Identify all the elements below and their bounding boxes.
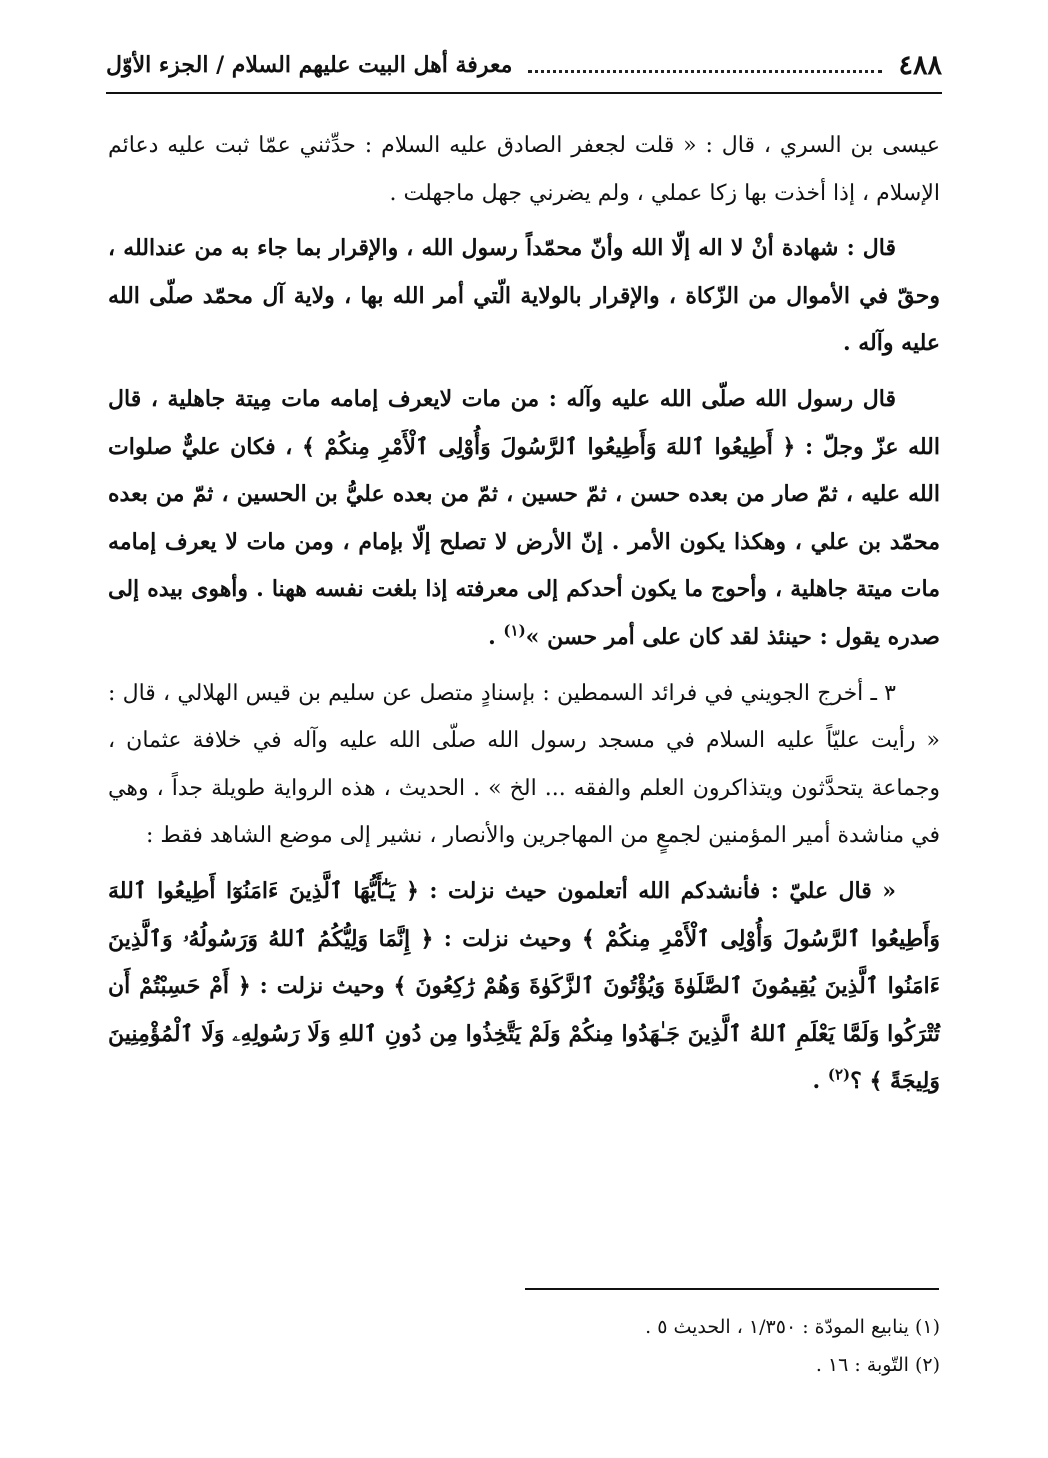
footnote-2: (٢) التّوبة : ١٦ . [815,1354,940,1376]
paragraph-2 [108,225,940,368]
paragraph-text: عيسى بن السري ، قال : « قلت لجعفر الصادق عليه السلام : حدِّثني عمّا ثبت عليه دعائم الإسلام ، إذا أخذت بها زكا عملي ، ولم يضرني جهل ماجهلت . [108,133,940,206]
page-number: ٤٨٨ [898,49,942,81]
paragraph-text: « قال عليّ : فأنشدكم الله أتعلمون حيث نزلت : ﴿ يَـٰٓأَيُّهَا ٱلَّذِينَ ءَامَنُوٓا أَطِيعُوا ٱللهَ وَأَطِيعُوا ٱلرَّسُولَ وَأُوْلِى ٱلْأَمْرِ مِنكُمْ ﴾ وحيث نزلت : ﴿ إِنَّمَا وَلِيُّكُمُ ٱللهُ وَرَسُولُهُۥ وَٱلَّذِينَ ءَامَنُوا ٱلَّذِينَ يُقِيمُونَ ٱلصَّلَوٰةَ وَيُؤْتُونَ ٱلزَّكَوٰةَ وَهُمْ رَٰكِعُونَ ﴾ وحيث نزلت : ﴿ أَمْ حَسِبْتُمْ أَن تُتْرَكُوا وَلَمَّا يَعْلَمِ ٱللهُ ٱلَّذِينَ جَـٰهَدُوا مِنكُمْ وَلَمْ يَتَّخِذُوا مِن دُونِ ٱللهِ وَلَا رَسُولِهِۦ وَلَا ٱلْمُؤْمِنِينَ وَلِيجَةً ﴾ ؟ [108,877,940,1095]
header-rule [106,92,942,94]
running-title: معرفة أهل البيت عليهم السلام / الجزء الأوّل [106,52,513,78]
paragraph-3: قال رسول الله صلّى الله عليه وآله : من مات لايعرف إمامه مات مِيتة جاهلية ، قال الله عزّ وجلّ : ﴿ أَطِيعُوا ٱللهَ وَأَطِيعُوا ٱلرَّسُولَ وَأُوْلِى ٱلْأَمْرِ مِنكُمْ ﴾ ، فكان عليٌّ صلوات الله عليه ، ثمّ صار من بعده حسن ، ثمّ حسين ، ثمّ من بعده عليُّ بن الحسين ، ثمّ من بعده محمّد بن علي ، وهكذا يكون الأمر . إنّ الأرض لا تصلح إلّا بإمام ، ومن مات لا يعرف إمامه مات ميتة جاهلية ، وأحوج ما يكون أحدكم إلى معرفته إذا بلغت نفسه ههنا . وأهوى بيده إلى صدره يقول : حينئذ لقد كان على أمر حسن »$^{(١)}$ . [108,385,940,650]
paragraph-text: قال رسول الله صلّى الله عليه وآله : من مات لايعرف إمامه مات مِيتة جاهلية ، قال الله عزّ وجلّ : ﴿ أَطِيعُوا ٱللهَ وَأَطِيعُوا ٱلرَّسُولَ وَأُوْلِى ٱلْأَمْرِ مِنكُمْ ﴾ ، فكان عليٌّ صلوات الله عليه ، ثمّ صار من بعده حسن ، ثمّ حسين ، ثمّ من بعده عليُّ بن الحسين ، ثمّ من بعده محمّد بن علي ، وهكذا يكون الأمر . إنّ الأرض لا تصلح إلّا بإمام ، ومن مات لا يعرف إمامه مات ميتة جاهلية ، وأحوج ما يكون أحدكم إلى معرفته إذا بلغت نفسه ههنا . وأهوى بيده إلى صدره يقول : حينئذ لقد كان على أمر حسن » [108,385,940,650]
footnotes [300,1308,940,1384]
main-text [108,122,940,1114]
paragraph-text: ٣ ـ أخرج الجويني في فرائد السمطين : بإسنادٍ متصل عن سليم بن قيس الهلالي ، قال : « رأيت عليّاً عليه السلام في مسجد رسول الله صلّى الله عليه وآله في خلافة عثمان ، وجماعة يتحدَّثون ويتذاكرون العلم والفقه ... الخ » . الحديث ، هذه الرواية طويلة جداً ، وهي في مناشدة أمير المؤمنين لجمعٍ من المهاجرين والأنصار ، نشير إلى موضع الشاهد فقط : [108,680,940,849]
footnote-separator [525,1288,939,1290]
footnote-1: (١) ينابيع المودّة : ١/٣٥٠ ، الحديث ٥ . [645,1316,940,1338]
footnote-marker: (١) [503,621,526,640]
dotted-leader [528,70,882,73]
paragraph-text: قال : شهادة أنْ لا اله إلّا الله وأنّ محمّداً رسول الله ، والإقرار بما جاء به من عندالله ، وحقّ في الأموال من الزّكاة ، والإقرار بالولاية الّتي أمر الله بها ، ولاية آل محمّد صلّى الله عليه وآله . [108,235,940,357]
page-header [106,42,942,88]
paragraph-5: « قال عليّ : فأنشدكم الله أتعلمون حيث نزلت : ﴿ يَـٰٓأَيُّهَا ٱلَّذِينَ ءَامَنُوٓا أَطِيعُوا ٱللهَ وَأَطِيعُوا ٱلرَّسُولَ وَأُوْلِى ٱلْأَمْرِ مِنكُمْ ﴾ وحيث نزلت : ﴿ إِنَّمَا وَلِيُّكُمُ ٱللهُ وَرَسُولُهُۥ وَٱلَّذِينَ ءَامَنُوا ٱلَّذِينَ يُقِيمُونَ ٱلصَّلَوٰةَ وَيُؤْتُونَ ٱلزَّكَوٰةَ وَهُمْ رَٰكِعُونَ ﴾ وحيث نزلت : ﴿ أَمْ حَسِبْتُمْ أَن تُتْرَكُوا وَلَمَّا يَعْلَمِ ٱللهُ ٱلَّذِينَ جَـٰهَدُوا مِنكُمْ وَلَمْ يَتَّخِذُوا مِن دُونِ ٱللهِ وَلَا رَسُولِهِۦ وَلَا ٱلْمُؤْمِنِينَ وَلِيجَةً ﴾ ؟$^{(٢)}$ . [108,877,940,1095]
paragraph-4 [108,670,940,860]
paragraph-1 [108,122,940,217]
footnote-marker: (٢) [827,1065,851,1084]
